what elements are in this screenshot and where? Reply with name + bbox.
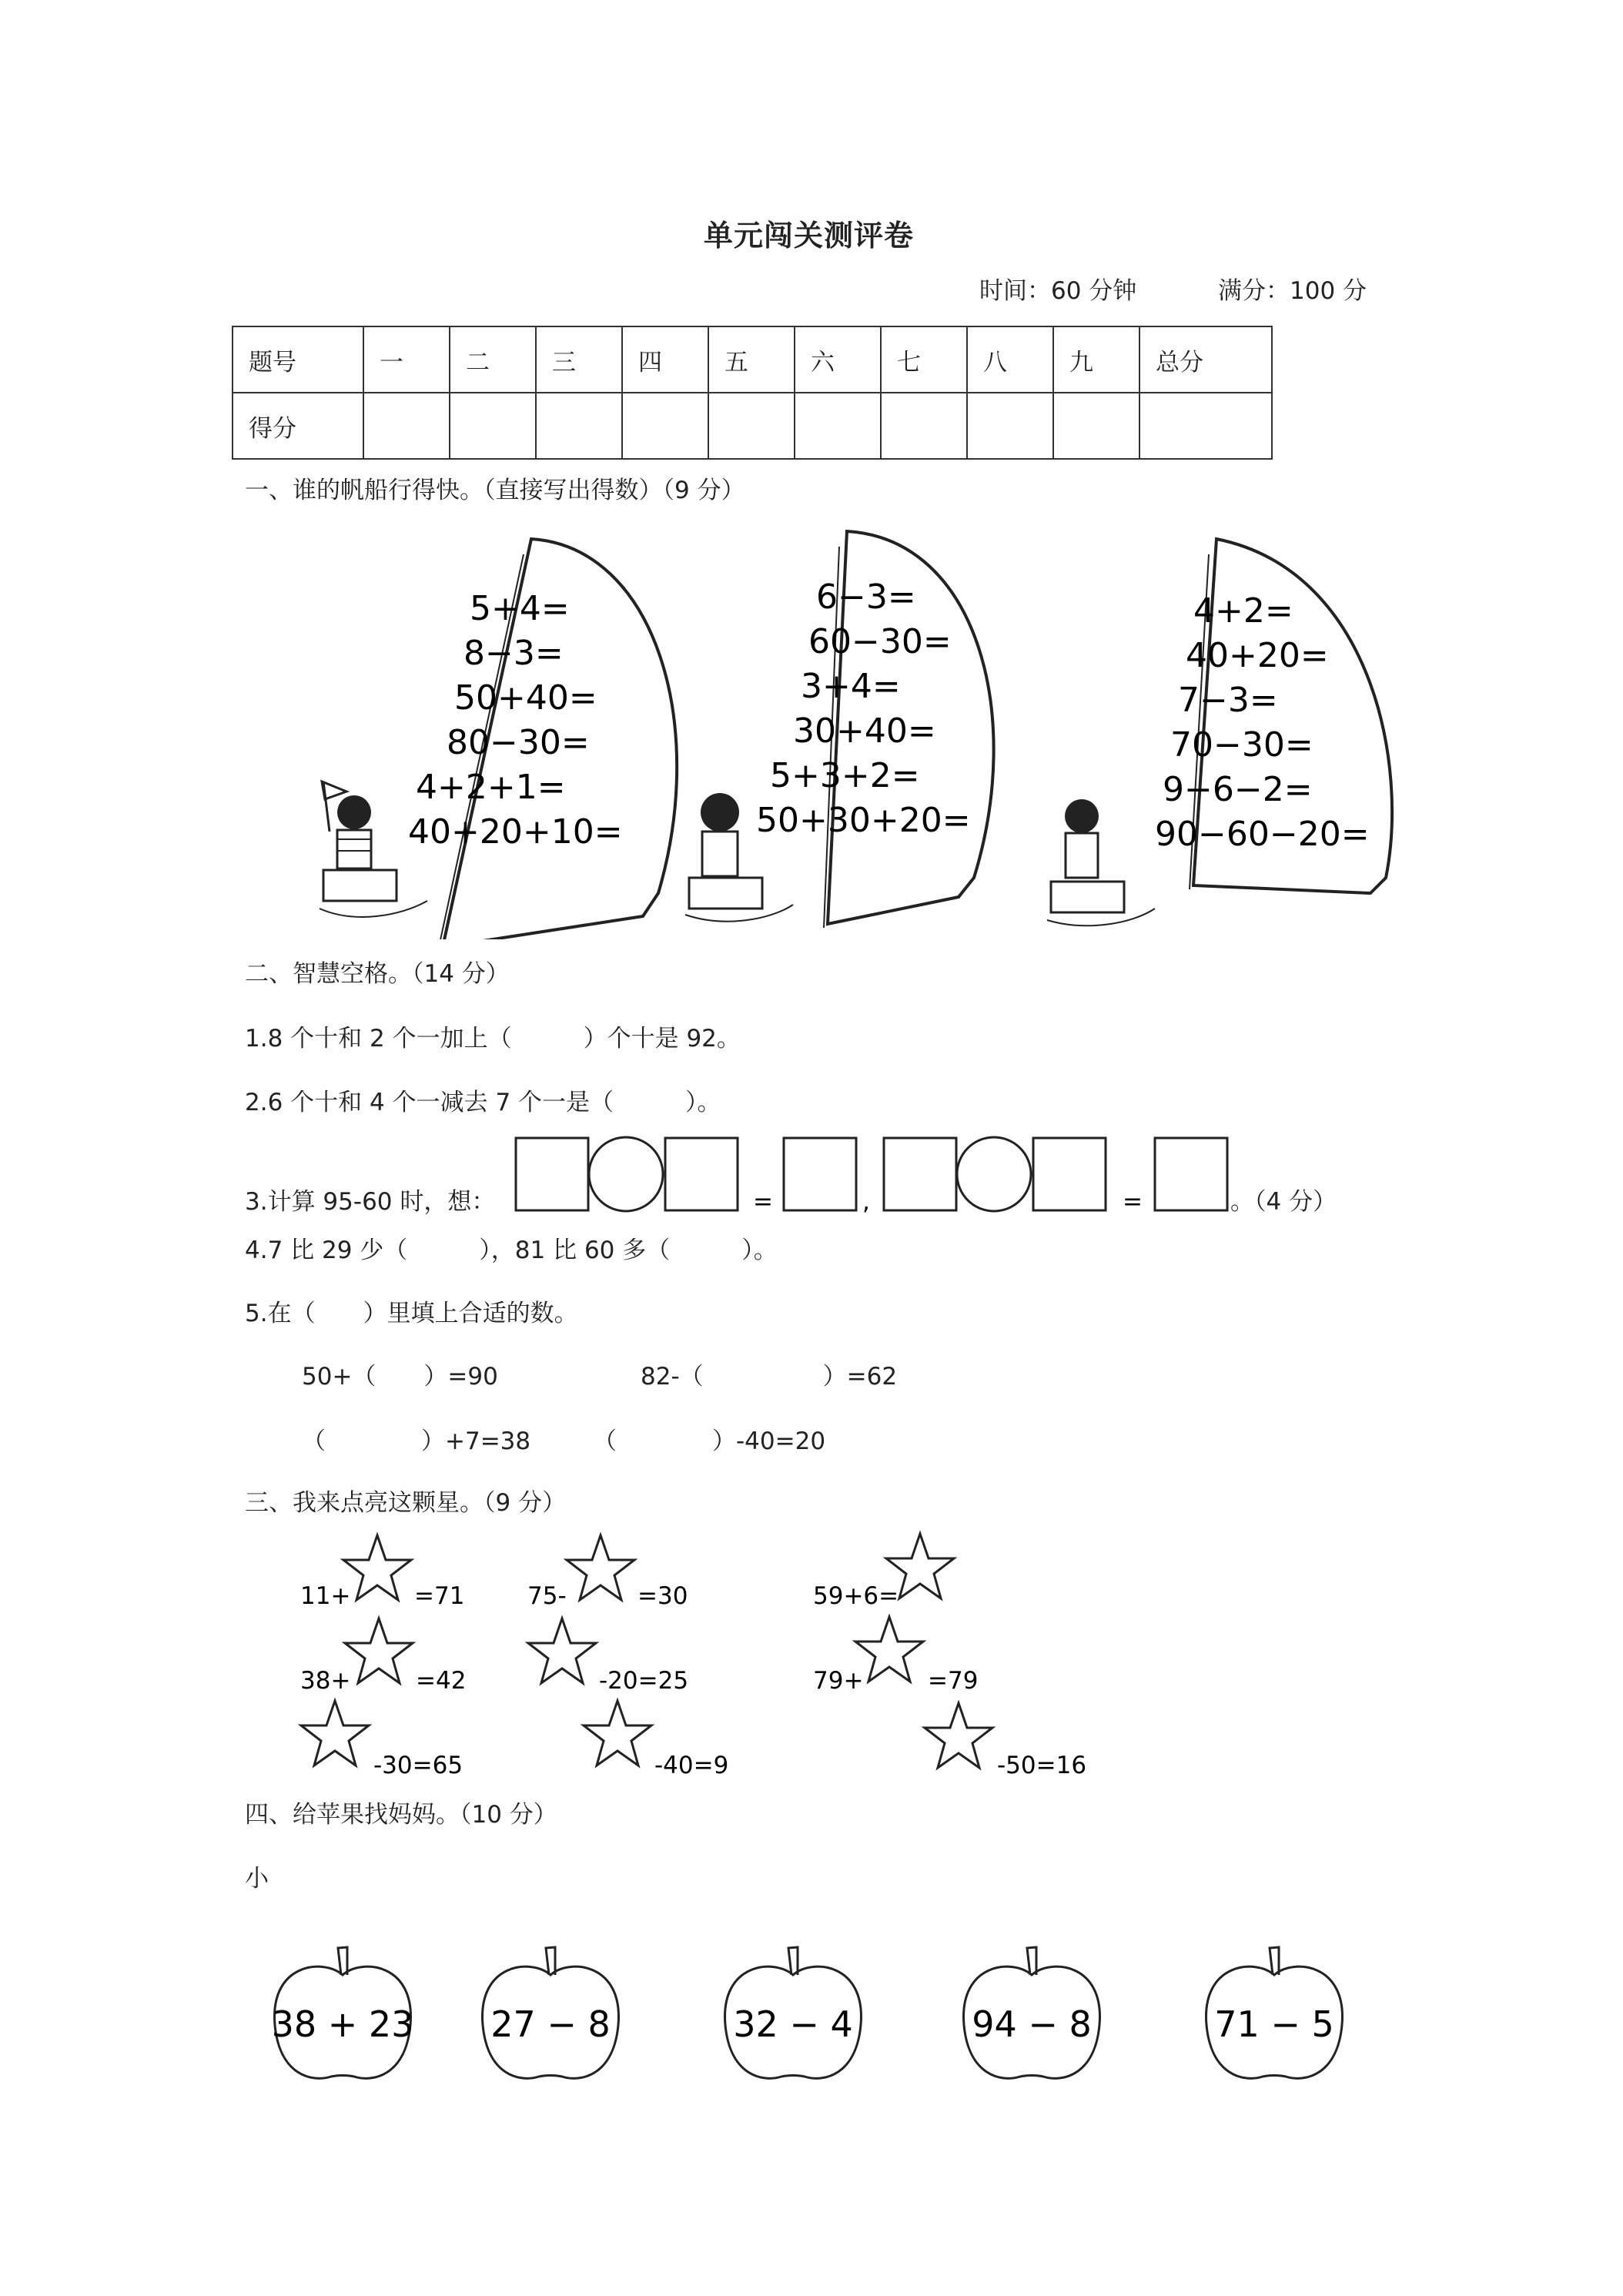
- fill-item: 50+（ ）=90: [302, 1363, 498, 1391]
- star-icon[interactable]: [567, 1535, 634, 1600]
- apple-4[interactable]: [964, 1947, 1100, 2078]
- answer-circle[interactable]: [589, 1137, 663, 1211]
- answer-square[interactable]: [1033, 1138, 1106, 1210]
- star-icon[interactable]: [855, 1617, 923, 1682]
- table-cell: 九: [1053, 326, 1139, 393]
- question-2-3-shapes: [514, 1130, 1261, 1218]
- star-icon[interactable]: [925, 1703, 992, 1768]
- sail-problem: 5+3+2=: [770, 756, 920, 795]
- answer-square[interactable]: [784, 1138, 856, 1210]
- star-icon[interactable]: [584, 1701, 651, 1766]
- child-figure: [1047, 799, 1155, 925]
- apple-expression: 71 − 5: [1214, 2003, 1334, 2045]
- table-cell: 得分: [233, 393, 363, 459]
- apple-expression: 32 − 4: [733, 2003, 853, 2045]
- apple-5[interactable]: [1206, 1947, 1343, 2078]
- sail-problem: 50+30+20=: [756, 801, 971, 840]
- score-cell[interactable]: [881, 393, 967, 459]
- comma: ,: [862, 1188, 870, 1216]
- sail-problem: 50+40=: [454, 678, 597, 718]
- sail-problem: 7−3=: [1178, 681, 1278, 720]
- sail-problem: 90−60−20=: [1155, 815, 1370, 854]
- star-icon[interactable]: [301, 1701, 369, 1766]
- apple-3[interactable]: [725, 1947, 862, 2078]
- score-cell[interactable]: [363, 393, 450, 459]
- star-eq-text: -50=16: [997, 1752, 1087, 1779]
- apple-expression: 94 − 8: [972, 2003, 1092, 2045]
- question-2-1: 1.8 个十和 2 个一加上（ ）个十是 92。: [245, 1025, 741, 1053]
- star-eq-text: 59+6=: [813, 1582, 899, 1610]
- section2-title: 二、智慧空格。（14 分）: [245, 960, 510, 988]
- answer-square[interactable]: [884, 1138, 956, 1210]
- section1-title: 一、谁的帆船行得快。（直接写出得数）（9 分）: [245, 477, 745, 504]
- sail-problem: 30+40=: [793, 711, 936, 751]
- answer-square[interactable]: [516, 1138, 588, 1210]
- score-cell[interactable]: [536, 393, 622, 459]
- star-problems: [293, 1525, 1139, 1794]
- table-cell: 二: [450, 326, 536, 393]
- sail-problem: 4+2+1=: [416, 768, 566, 807]
- star-eq-text: -40=9: [654, 1752, 729, 1779]
- sailboat-2: [685, 531, 994, 928]
- score-cell[interactable]: [1139, 393, 1272, 459]
- star-eq-text: =30: [637, 1582, 688, 1610]
- star-eq-text: =71: [414, 1582, 465, 1610]
- answer-circle[interactable]: [957, 1137, 1031, 1211]
- fill-item: 82-（ ）=62: [641, 1363, 898, 1391]
- table-cell: 题号: [233, 326, 363, 393]
- sail-problem: 3+4=: [801, 667, 901, 706]
- sail-problem: 6−3=: [816, 577, 916, 617]
- table-cell: 三: [536, 326, 622, 393]
- apple-1[interactable]: [272, 1947, 414, 2078]
- score-cell[interactable]: [795, 393, 881, 459]
- star-eq-text: 75-: [527, 1582, 567, 1610]
- answer-square[interactable]: [1155, 1138, 1227, 1210]
- score-table-header-row: [233, 326, 1272, 393]
- apple-2[interactable]: [483, 1947, 619, 2078]
- star-eq-text: 79+: [813, 1667, 864, 1695]
- star-eq-text: =42: [416, 1667, 467, 1695]
- equals-sign: =: [1123, 1188, 1143, 1216]
- star-eq-text: -30=65: [373, 1752, 463, 1779]
- exam-time: 时间：60 分钟: [979, 277, 1137, 305]
- question-2-4: 4.7 比 29 少（ ），81 比 60 多（ ）。: [245, 1237, 778, 1264]
- table-cell: 六: [795, 326, 881, 393]
- sail-problem: 9−6−2=: [1163, 770, 1313, 809]
- question-2-5: 5.在（ ）里填上合适的数。: [245, 1300, 578, 1327]
- sailboat-1: [320, 539, 677, 939]
- table-cell: 总分: [1139, 326, 1272, 393]
- table-cell: 五: [708, 326, 795, 393]
- answer-square[interactable]: [665, 1138, 738, 1210]
- sail-problem: 40+20+10=: [408, 812, 623, 852]
- section4-title: 四、给苹果找妈妈。（10 分）: [245, 1801, 557, 1829]
- sail-problem: 80−30=: [447, 723, 590, 762]
- sail-problem: 60−30=: [808, 622, 952, 661]
- table-cell: 一: [363, 326, 450, 393]
- full-score: 满分：100 分: [1218, 277, 1367, 305]
- score-table: [232, 326, 1273, 460]
- score-cell[interactable]: [708, 393, 795, 459]
- page-title: 单元闯关测评卷: [704, 219, 915, 253]
- star-eq-text: -20=25: [599, 1667, 689, 1695]
- apple-expression: 38 + 23: [271, 2003, 414, 2045]
- score-cell[interactable]: [1053, 393, 1139, 459]
- star-eq-text: 38+: [300, 1667, 351, 1695]
- table-cell: 七: [881, 326, 967, 393]
- table-cell: 四: [622, 326, 708, 393]
- score-cell[interactable]: [622, 393, 708, 459]
- section4-note: 小: [245, 1865, 269, 1893]
- apple-expression: 27 − 8: [490, 2003, 611, 2045]
- section3-title: 三、我来点亮这颗星。（9 分）: [245, 1489, 567, 1517]
- fill-item: （ ）-40=20: [593, 1427, 826, 1455]
- sail-problem: 5+4=: [470, 589, 570, 628]
- apples-row: [254, 1925, 1378, 2110]
- question-2-3-prefix: 3.计算 95-60 时，想：: [245, 1188, 496, 1216]
- score-cell[interactable]: [450, 393, 536, 459]
- question-2-2: 2.6 个十和 4 个一减去 7 个一是（ ）。: [245, 1089, 721, 1116]
- fill-item: （ ）+7=38: [302, 1427, 531, 1455]
- score-cell[interactable]: [967, 393, 1053, 459]
- star-icon[interactable]: [528, 1618, 596, 1683]
- question-2-3-suffix: 。（4 分）: [1230, 1188, 1337, 1216]
- star-eq-text: 11+: [300, 1582, 351, 1610]
- sail-problem: 40+20=: [1186, 636, 1329, 675]
- equals-sign: =: [753, 1188, 773, 1216]
- star-icon[interactable]: [345, 1618, 413, 1683]
- score-table-score-row: [233, 393, 1272, 459]
- star-eq-text: =79: [928, 1667, 979, 1695]
- sail-problem: 70−30=: [1170, 725, 1313, 765]
- star-icon[interactable]: [343, 1535, 411, 1600]
- sail-problem: 4+2=: [1193, 591, 1293, 631]
- sailboats-figure: [293, 508, 1463, 939]
- table-cell: 八: [967, 326, 1053, 393]
- sailboat-3: [1047, 539, 1392, 925]
- sail-problem: 8−3=: [463, 634, 564, 673]
